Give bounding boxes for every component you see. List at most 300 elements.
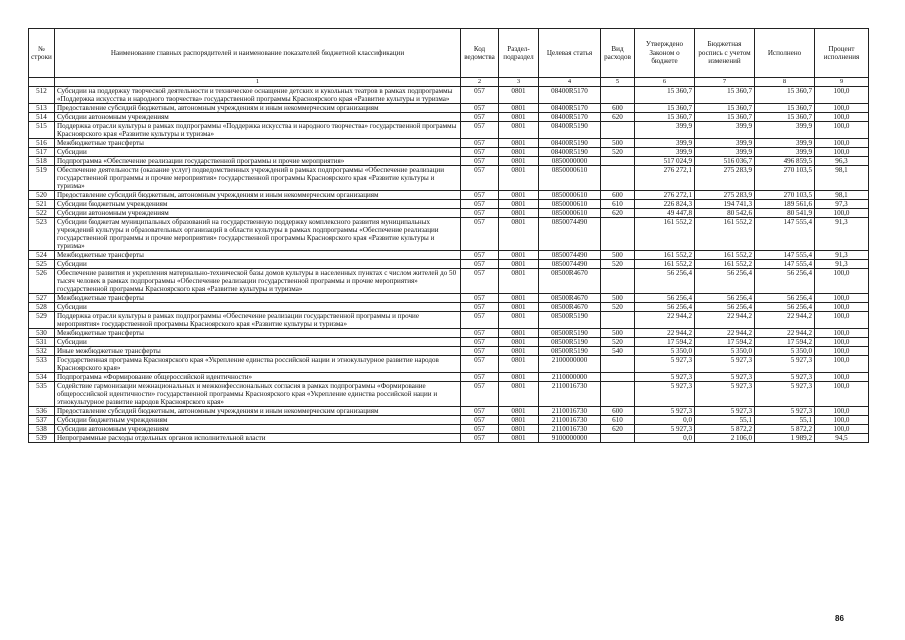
row-percent: 91,3 bbox=[815, 218, 869, 251]
row-department-code: 057 bbox=[461, 251, 499, 260]
row-department-code: 057 bbox=[461, 209, 499, 218]
row-expense-type bbox=[601, 218, 635, 251]
row-expense-type bbox=[601, 87, 635, 104]
row-expense-type bbox=[601, 382, 635, 407]
row-target-item: 08500R4670 bbox=[539, 294, 601, 303]
row-section: 0801 bbox=[499, 269, 539, 294]
row-percent: 94,5 bbox=[815, 434, 869, 443]
row-department-code: 057 bbox=[461, 407, 499, 416]
row-approved: 15 360,7 bbox=[635, 87, 695, 104]
row-executed: 55,1 bbox=[755, 416, 815, 425]
row-executed: 496 859,5 bbox=[755, 157, 815, 166]
row-expense-type: 620 bbox=[601, 425, 635, 434]
row-section: 0801 bbox=[499, 139, 539, 148]
row-approved: 15 360,7 bbox=[635, 113, 695, 122]
row-name: Межбюджетные трансферты bbox=[55, 251, 461, 260]
row-executed: 22 944,2 bbox=[755, 312, 815, 329]
row-name: Субсидии автономным учреждениям bbox=[55, 425, 461, 434]
row-section: 0801 bbox=[499, 338, 539, 347]
row-number: 514 bbox=[29, 113, 55, 122]
row-budget-list: 80 542,6 bbox=[695, 209, 755, 218]
row-number: 513 bbox=[29, 104, 55, 113]
row-section: 0801 bbox=[499, 329, 539, 338]
row-budget-list: 194 741,3 bbox=[695, 200, 755, 209]
row-percent: 100,0 bbox=[815, 329, 869, 338]
column-number bbox=[29, 78, 55, 87]
row-target-item: 0850074490 bbox=[539, 251, 601, 260]
table-row bbox=[29, 407, 869, 416]
row-department-code: 057 bbox=[461, 416, 499, 425]
row-percent: 100,0 bbox=[815, 122, 869, 139]
header-name: Наименование главных распорядителей и наименование показателей бюджетной классификации bbox=[55, 29, 461, 78]
row-approved: 5 927,3 bbox=[635, 425, 695, 434]
row-target-item: 08400R5190 bbox=[539, 122, 601, 139]
row-name: Государственная программа Красноярского края «Укрепление единства российской нации и этнокультурное развитие народов Красноярского края» bbox=[55, 356, 461, 373]
row-number: 529 bbox=[29, 312, 55, 329]
table-row bbox=[29, 373, 869, 382]
row-name: Субсидии bbox=[55, 303, 461, 312]
row-budget-list: 161 552,2 bbox=[695, 260, 755, 269]
row-department-code: 057 bbox=[461, 200, 499, 209]
row-expense-type: 520 bbox=[601, 303, 635, 312]
row-executed: 15 360,7 bbox=[755, 87, 815, 104]
row-name: Содействие гармонизации межнациональных и межконфессиональных согласия в рамках подпрограммы «Формирование общероссийской идентичности» государственной программы Красноярского края «Укрепление единства российской нации и этнокультурное развитие народов Красноярского края» bbox=[55, 382, 461, 407]
column-number: 4 bbox=[539, 78, 601, 87]
row-name: Субсидии бюджетам муниципальных образований на государственную поддержку комплексного развития муниципальных учреждений культуры и образовательных организаций в области культуры в рамках подпрограммы «Обеспечение реализации государственной программы и прочие мероприятия» государственной программы Красноярского края «Развитие культуры и туризма» bbox=[55, 218, 461, 251]
table-row bbox=[29, 294, 869, 303]
header-expense-type: Вид расходов bbox=[601, 29, 635, 78]
row-budget-list: 56 256,4 bbox=[695, 294, 755, 303]
row-executed: 15 360,7 bbox=[755, 113, 815, 122]
row-section: 0801 bbox=[499, 356, 539, 373]
row-number: 524 bbox=[29, 251, 55, 260]
column-number-row bbox=[29, 78, 869, 87]
row-department-code: 057 bbox=[461, 191, 499, 200]
row-section: 0801 bbox=[499, 294, 539, 303]
row-target-item: 08400R5170 bbox=[539, 87, 601, 104]
row-budget-list: 56 256,4 bbox=[695, 303, 755, 312]
row-target-item: 2110016730 bbox=[539, 382, 601, 407]
row-executed: 56 256,4 bbox=[755, 269, 815, 294]
budget-execution-table bbox=[28, 28, 869, 443]
row-name: Субсидии bbox=[55, 338, 461, 347]
row-number: 536 bbox=[29, 407, 55, 416]
row-percent: 100,0 bbox=[815, 312, 869, 329]
row-number: 519 bbox=[29, 166, 55, 191]
row-expense-type bbox=[601, 122, 635, 139]
table-body bbox=[29, 87, 869, 443]
header-executed: Исполнено bbox=[755, 29, 815, 78]
row-section: 0801 bbox=[499, 407, 539, 416]
row-number: 539 bbox=[29, 434, 55, 443]
row-name: Субсидии бюджетным учреждениям bbox=[55, 200, 461, 209]
column-number: 5 bbox=[601, 78, 635, 87]
row-percent: 100,0 bbox=[815, 303, 869, 312]
row-name: Обеспечение деятельности (оказание услуг) подведомственных учреждений в рамках подпрограммы «Обеспечение реализации государственной программы и прочие мероприятия» государственной программы Красноярского края «Развитие культуры и туризма» bbox=[55, 166, 461, 191]
row-budget-list: 275 283,9 bbox=[695, 191, 755, 200]
row-expense-type: 610 bbox=[601, 200, 635, 209]
row-approved: 161 552,2 bbox=[635, 260, 695, 269]
header-percent: Процент исполнения bbox=[815, 29, 869, 78]
row-approved: 5 927,3 bbox=[635, 382, 695, 407]
row-department-code: 057 bbox=[461, 373, 499, 382]
row-department-code: 057 bbox=[461, 294, 499, 303]
table-row bbox=[29, 191, 869, 200]
row-section: 0801 bbox=[499, 312, 539, 329]
row-approved: 5 927,3 bbox=[635, 373, 695, 382]
row-section: 0801 bbox=[499, 113, 539, 122]
header-budget-list: Бюджетная роспись с учетом изменений bbox=[695, 29, 755, 78]
row-target-item: 08500R5190 bbox=[539, 312, 601, 329]
row-budget-list: 5 350,0 bbox=[695, 347, 755, 356]
row-percent: 100,0 bbox=[815, 416, 869, 425]
row-approved: 56 256,4 bbox=[635, 303, 695, 312]
row-target-item: 0850000000 bbox=[539, 157, 601, 166]
row-name: Субсидии автономным учреждениям bbox=[55, 113, 461, 122]
row-budget-list: 399,9 bbox=[695, 139, 755, 148]
row-approved: 161 552,2 bbox=[635, 251, 695, 260]
row-department-code: 057 bbox=[461, 329, 499, 338]
row-name: Подпрограмма «Формирование общероссийской идентичности» bbox=[55, 373, 461, 382]
row-department-code: 057 bbox=[461, 218, 499, 251]
row-department-code: 057 bbox=[461, 148, 499, 157]
row-department-code: 057 bbox=[461, 338, 499, 347]
row-approved: 399,9 bbox=[635, 122, 695, 139]
row-target-item: 08500R5190 bbox=[539, 329, 601, 338]
row-executed: 399,9 bbox=[755, 122, 815, 139]
budget-table-page bbox=[28, 28, 868, 443]
table-row bbox=[29, 312, 869, 329]
table-row bbox=[29, 139, 869, 148]
row-number: 537 bbox=[29, 416, 55, 425]
column-number: 1 bbox=[55, 78, 461, 87]
row-name: Поддержка отрасли культуры в рамках подпрограммы «Обеспечение реализации государственной программы и прочие мероприятия» государственной программы Красноярского края «Развитие культуры и туризма» bbox=[55, 312, 461, 329]
row-expense-type bbox=[601, 269, 635, 294]
row-target-item: 08500R5190 bbox=[539, 338, 601, 347]
row-section: 0801 bbox=[499, 191, 539, 200]
row-section: 0801 bbox=[499, 347, 539, 356]
row-number: 531 bbox=[29, 338, 55, 347]
row-approved: 5 350,0 bbox=[635, 347, 695, 356]
row-department-code: 057 bbox=[461, 157, 499, 166]
row-executed: 399,9 bbox=[755, 139, 815, 148]
row-section: 0801 bbox=[499, 416, 539, 425]
row-section: 0801 bbox=[499, 303, 539, 312]
row-name: Непрограммные расходы отдельных органов исполнительной власти bbox=[55, 434, 461, 443]
row-budget-list: 161 552,2 bbox=[695, 218, 755, 251]
row-budget-list: 22 944,2 bbox=[695, 329, 755, 338]
row-number: 515 bbox=[29, 122, 55, 139]
row-approved: 22 944,2 bbox=[635, 312, 695, 329]
row-budget-list: 5 927,3 bbox=[695, 407, 755, 416]
row-executed: 15 360,7 bbox=[755, 104, 815, 113]
row-budget-list: 516 036,7 bbox=[695, 157, 755, 166]
row-department-code: 057 bbox=[461, 122, 499, 139]
row-executed: 147 555,4 bbox=[755, 260, 815, 269]
row-executed: 189 561,6 bbox=[755, 200, 815, 209]
row-percent: 100,0 bbox=[815, 347, 869, 356]
row-budget-list: 2 106,0 bbox=[695, 434, 755, 443]
row-approved: 15 360,7 bbox=[635, 104, 695, 113]
table-row bbox=[29, 329, 869, 338]
row-approved: 0,0 bbox=[635, 434, 695, 443]
row-expense-type: 620 bbox=[601, 113, 635, 122]
row-executed: 270 103,5 bbox=[755, 166, 815, 191]
table-row bbox=[29, 209, 869, 218]
table-row bbox=[29, 148, 869, 157]
row-budget-list: 55,1 bbox=[695, 416, 755, 425]
row-name: Подпрограмма «Обеспечение реализации государственной программы и прочие мероприятия» bbox=[55, 157, 461, 166]
row-approved: 49 447,8 bbox=[635, 209, 695, 218]
row-budget-list: 5 872,2 bbox=[695, 425, 755, 434]
row-executed: 80 541,9 bbox=[755, 209, 815, 218]
row-name: Субсидии на поддержку творческой деятельности и техническое оснащение детских и кукольных театров в рамках подпрограммы «Поддержка искусства и народного творчества» государственной программы Красноярского края «Развитие культуры и туризма» bbox=[55, 87, 461, 104]
row-target-item: 08500R4670 bbox=[539, 303, 601, 312]
table-row bbox=[29, 87, 869, 104]
row-budget-list: 15 360,7 bbox=[695, 113, 755, 122]
row-percent: 91,3 bbox=[815, 251, 869, 260]
row-section: 0801 bbox=[499, 434, 539, 443]
table-row bbox=[29, 338, 869, 347]
row-executed: 56 256,4 bbox=[755, 303, 815, 312]
row-name: Субсидии автономным учреждениям bbox=[55, 209, 461, 218]
row-name: Субсидии bbox=[55, 260, 461, 269]
row-percent: 100,0 bbox=[815, 338, 869, 347]
row-target-item: 2110000000 bbox=[539, 373, 601, 382]
row-percent: 100,0 bbox=[815, 87, 869, 104]
row-percent: 100,0 bbox=[815, 407, 869, 416]
row-section: 0801 bbox=[499, 382, 539, 407]
row-section: 0801 bbox=[499, 157, 539, 166]
row-number: 523 bbox=[29, 218, 55, 251]
table-row bbox=[29, 104, 869, 113]
row-section: 0801 bbox=[499, 251, 539, 260]
header-approved: Утверждено Законом о бюджете bbox=[635, 29, 695, 78]
row-executed: 5 350,0 bbox=[755, 347, 815, 356]
row-target-item: 08500R4670 bbox=[539, 269, 601, 294]
row-expense-type: 610 bbox=[601, 416, 635, 425]
row-expense-type: 520 bbox=[601, 260, 635, 269]
row-target-item: 2110016730 bbox=[539, 425, 601, 434]
row-department-code: 057 bbox=[461, 87, 499, 104]
row-section: 0801 bbox=[499, 260, 539, 269]
row-approved: 276 272,1 bbox=[635, 191, 695, 200]
header-row-number: № строки bbox=[29, 29, 55, 78]
row-executed: 5 927,3 bbox=[755, 382, 815, 407]
row-number: 533 bbox=[29, 356, 55, 373]
row-name: Межбюджетные трансферты bbox=[55, 329, 461, 338]
row-budget-list: 17 594,2 bbox=[695, 338, 755, 347]
row-budget-list: 399,9 bbox=[695, 122, 755, 139]
row-section: 0801 bbox=[499, 148, 539, 157]
row-number: 526 bbox=[29, 269, 55, 294]
row-section: 0801 bbox=[499, 218, 539, 251]
row-name: Поддержка отрасли культуры в рамках подпрограммы «Поддержка искусства и народного творчества» государственной программы Красноярского края «Развитие культуры и туризма» bbox=[55, 122, 461, 139]
row-approved: 0,0 bbox=[635, 416, 695, 425]
column-number: 9 bbox=[815, 78, 869, 87]
row-number: 516 bbox=[29, 139, 55, 148]
row-department-code: 057 bbox=[461, 347, 499, 356]
row-percent: 100,0 bbox=[815, 294, 869, 303]
row-approved: 276 272,1 bbox=[635, 166, 695, 191]
row-name: Субсидии bbox=[55, 148, 461, 157]
row-percent: 100,0 bbox=[815, 148, 869, 157]
row-budget-list: 15 360,7 bbox=[695, 87, 755, 104]
row-expense-type: 600 bbox=[601, 191, 635, 200]
row-section: 0801 bbox=[499, 166, 539, 191]
row-number: 528 bbox=[29, 303, 55, 312]
row-target-item: 9100000000 bbox=[539, 434, 601, 443]
row-department-code: 057 bbox=[461, 312, 499, 329]
row-budget-list: 15 360,7 bbox=[695, 104, 755, 113]
row-name: Иные межбюджетные трансферты bbox=[55, 347, 461, 356]
row-target-item: 2110016730 bbox=[539, 407, 601, 416]
table-row bbox=[29, 303, 869, 312]
row-budget-list: 5 927,3 bbox=[695, 382, 755, 407]
table-row bbox=[29, 425, 869, 434]
table-row bbox=[29, 347, 869, 356]
row-target-item: 08400R5190 bbox=[539, 139, 601, 148]
row-budget-list: 275 283,9 bbox=[695, 166, 755, 191]
row-executed: 56 256,4 bbox=[755, 294, 815, 303]
row-name: Предоставление субсидий бюджетным, автономным учреждениям и иным некоммерческим организациям bbox=[55, 407, 461, 416]
row-section: 0801 bbox=[499, 200, 539, 209]
row-department-code: 057 bbox=[461, 303, 499, 312]
table-row bbox=[29, 122, 869, 139]
row-percent: 100,0 bbox=[815, 425, 869, 434]
row-target-item: 0850000610 bbox=[539, 200, 601, 209]
row-percent: 100,0 bbox=[815, 209, 869, 218]
table-row bbox=[29, 166, 869, 191]
row-expense-type bbox=[601, 312, 635, 329]
row-expense-type bbox=[601, 373, 635, 382]
row-name: Субсидии бюджетным учреждениям bbox=[55, 416, 461, 425]
row-target-item: 0850074490 bbox=[539, 218, 601, 251]
row-percent: 100,0 bbox=[815, 113, 869, 122]
row-executed: 399,9 bbox=[755, 148, 815, 157]
row-number: 534 bbox=[29, 373, 55, 382]
page-number: 86 bbox=[835, 614, 844, 623]
row-executed: 1 989,2 bbox=[755, 434, 815, 443]
header-section: Раздел-подраздел bbox=[499, 29, 539, 78]
row-expense-type: 620 bbox=[601, 209, 635, 218]
row-section: 0801 bbox=[499, 209, 539, 218]
row-budget-list: 161 552,2 bbox=[695, 251, 755, 260]
row-expense-type: 500 bbox=[601, 294, 635, 303]
row-approved: 517 024,9 bbox=[635, 157, 695, 166]
row-executed: 5 927,3 bbox=[755, 373, 815, 382]
row-percent: 91,3 bbox=[815, 260, 869, 269]
row-executed: 270 103,5 bbox=[755, 191, 815, 200]
row-expense-type: 520 bbox=[601, 338, 635, 347]
column-number: 3 bbox=[499, 78, 539, 87]
row-expense-type: 500 bbox=[601, 251, 635, 260]
row-expense-type: 500 bbox=[601, 329, 635, 338]
table-row bbox=[29, 157, 869, 166]
header-department-code: Код ведомства bbox=[461, 29, 499, 78]
row-section: 0801 bbox=[499, 373, 539, 382]
row-number: 521 bbox=[29, 200, 55, 209]
row-number: 538 bbox=[29, 425, 55, 434]
row-target-item: 0850000610 bbox=[539, 209, 601, 218]
row-number: 532 bbox=[29, 347, 55, 356]
row-budget-list: 399,9 bbox=[695, 148, 755, 157]
row-name: Предоставление субсидий бюджетным, автономным учреждениям и иным некоммерческим организациям bbox=[55, 104, 461, 113]
row-department-code: 057 bbox=[461, 139, 499, 148]
row-section: 0801 bbox=[499, 104, 539, 113]
row-name: Межбюджетные трансферты bbox=[55, 139, 461, 148]
row-budget-list: 56 256,4 bbox=[695, 269, 755, 294]
row-percent: 100,0 bbox=[815, 269, 869, 294]
row-name: Межбюджетные трансферты bbox=[55, 294, 461, 303]
row-department-code: 057 bbox=[461, 104, 499, 113]
row-budget-list: 5 927,3 bbox=[695, 373, 755, 382]
row-executed: 147 555,4 bbox=[755, 251, 815, 260]
row-section: 0801 bbox=[499, 425, 539, 434]
column-number: 6 bbox=[635, 78, 695, 87]
row-executed: 5 927,3 bbox=[755, 407, 815, 416]
row-number: 525 bbox=[29, 260, 55, 269]
row-number: 535 bbox=[29, 382, 55, 407]
row-budget-list: 22 944,2 bbox=[695, 312, 755, 329]
row-department-code: 057 bbox=[461, 260, 499, 269]
row-budget-list: 5 927,3 bbox=[695, 356, 755, 373]
row-department-code: 057 bbox=[461, 113, 499, 122]
row-expense-type: 600 bbox=[601, 104, 635, 113]
row-target-item: 08500R5190 bbox=[539, 347, 601, 356]
row-expense-type: 500 bbox=[601, 139, 635, 148]
row-department-code: 057 bbox=[461, 434, 499, 443]
table-row bbox=[29, 434, 869, 443]
row-executed: 17 594,2 bbox=[755, 338, 815, 347]
row-number: 512 bbox=[29, 87, 55, 104]
row-section: 0801 bbox=[499, 122, 539, 139]
row-approved: 226 824,3 bbox=[635, 200, 695, 209]
row-approved: 56 256,4 bbox=[635, 294, 695, 303]
row-expense-type bbox=[601, 356, 635, 373]
row-executed: 5 927,3 bbox=[755, 356, 815, 373]
table-row bbox=[29, 356, 869, 373]
column-number: 2 bbox=[461, 78, 499, 87]
row-number: 522 bbox=[29, 209, 55, 218]
row-name: Обеспечение развития и укрепления материально-технической базы домов культуры в населенных пунктах с числом жителей до 50 тысяч человек в рамках подпрограммы «Обеспечение реализации государственной программы и прочие мероприятия» государственной программы Красноярского края «Развитие культуры и туризма» bbox=[55, 269, 461, 294]
table-row bbox=[29, 251, 869, 260]
row-approved: 399,9 bbox=[635, 139, 695, 148]
header-row bbox=[29, 29, 869, 78]
table-row bbox=[29, 269, 869, 294]
row-target-item: 0850074490 bbox=[539, 260, 601, 269]
row-target-item: 2100000000 bbox=[539, 356, 601, 373]
row-number: 520 bbox=[29, 191, 55, 200]
row-percent: 96,3 bbox=[815, 157, 869, 166]
row-percent: 100,0 bbox=[815, 139, 869, 148]
column-number: 7 bbox=[695, 78, 755, 87]
row-percent: 98,1 bbox=[815, 191, 869, 200]
row-expense-type: 520 bbox=[601, 148, 635, 157]
row-approved: 5 927,3 bbox=[635, 356, 695, 373]
row-approved: 56 256,4 bbox=[635, 269, 695, 294]
row-target-item: 08400R5170 bbox=[539, 113, 601, 122]
row-target-item: 0850000610 bbox=[539, 166, 601, 191]
row-percent: 100,0 bbox=[815, 382, 869, 407]
row-expense-type bbox=[601, 157, 635, 166]
row-percent: 100,0 bbox=[815, 373, 869, 382]
row-number: 527 bbox=[29, 294, 55, 303]
row-percent: 100,0 bbox=[815, 356, 869, 373]
row-section: 0801 bbox=[499, 87, 539, 104]
row-expense-type: 540 bbox=[601, 347, 635, 356]
row-department-code: 057 bbox=[461, 382, 499, 407]
